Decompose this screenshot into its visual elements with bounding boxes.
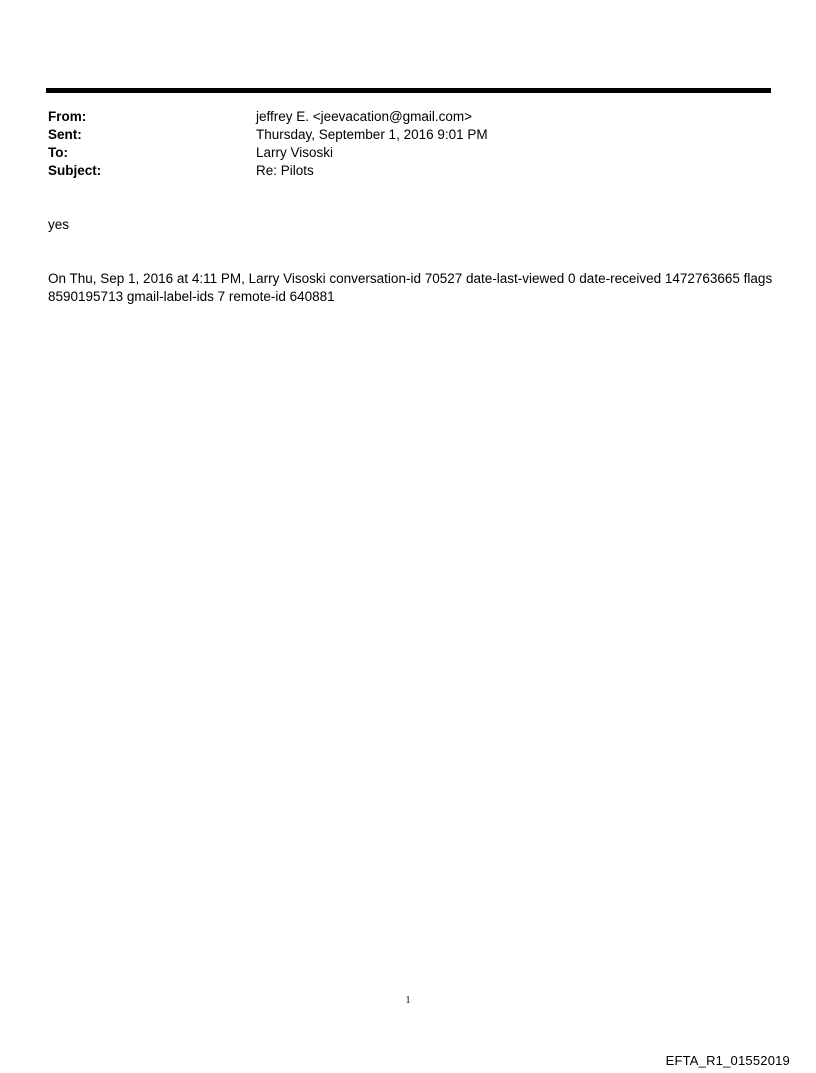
- subject-value: Re: Pilots: [256, 163, 314, 178]
- header-divider-rule: [46, 88, 771, 93]
- to-row: [48, 144, 748, 162]
- quoted-line-2: 8590195713 gmail-label-ids 7 remote-id 640881: [48, 289, 335, 304]
- to-value: Larry Visoski: [256, 145, 334, 160]
- subject-row: [48, 162, 748, 180]
- from-label: From:: [48, 109, 87, 124]
- to-label: To:: [48, 145, 68, 160]
- sent-value: Thursday, September 1, 2016 9:01 PM: [256, 127, 488, 142]
- page-number: 1: [405, 995, 411, 1006]
- sent-label: Sent:: [48, 127, 82, 142]
- reply-text: yes: [48, 217, 70, 232]
- from-value: jeffrey E. <jeevacation@gmail.com>: [256, 109, 473, 124]
- from-row: [48, 108, 748, 126]
- bates-number: EFTA_R1_01552019: [665, 1053, 790, 1068]
- sent-row: [48, 126, 748, 144]
- quoted-line-1: On Thu, Sep 1, 2016 at 4:11 PM, Larry Visoski conversation-id 70527 date-last-viewed 0 date-received 1472763665 flags: [48, 271, 773, 286]
- subject-label: Subject:: [48, 163, 102, 178]
